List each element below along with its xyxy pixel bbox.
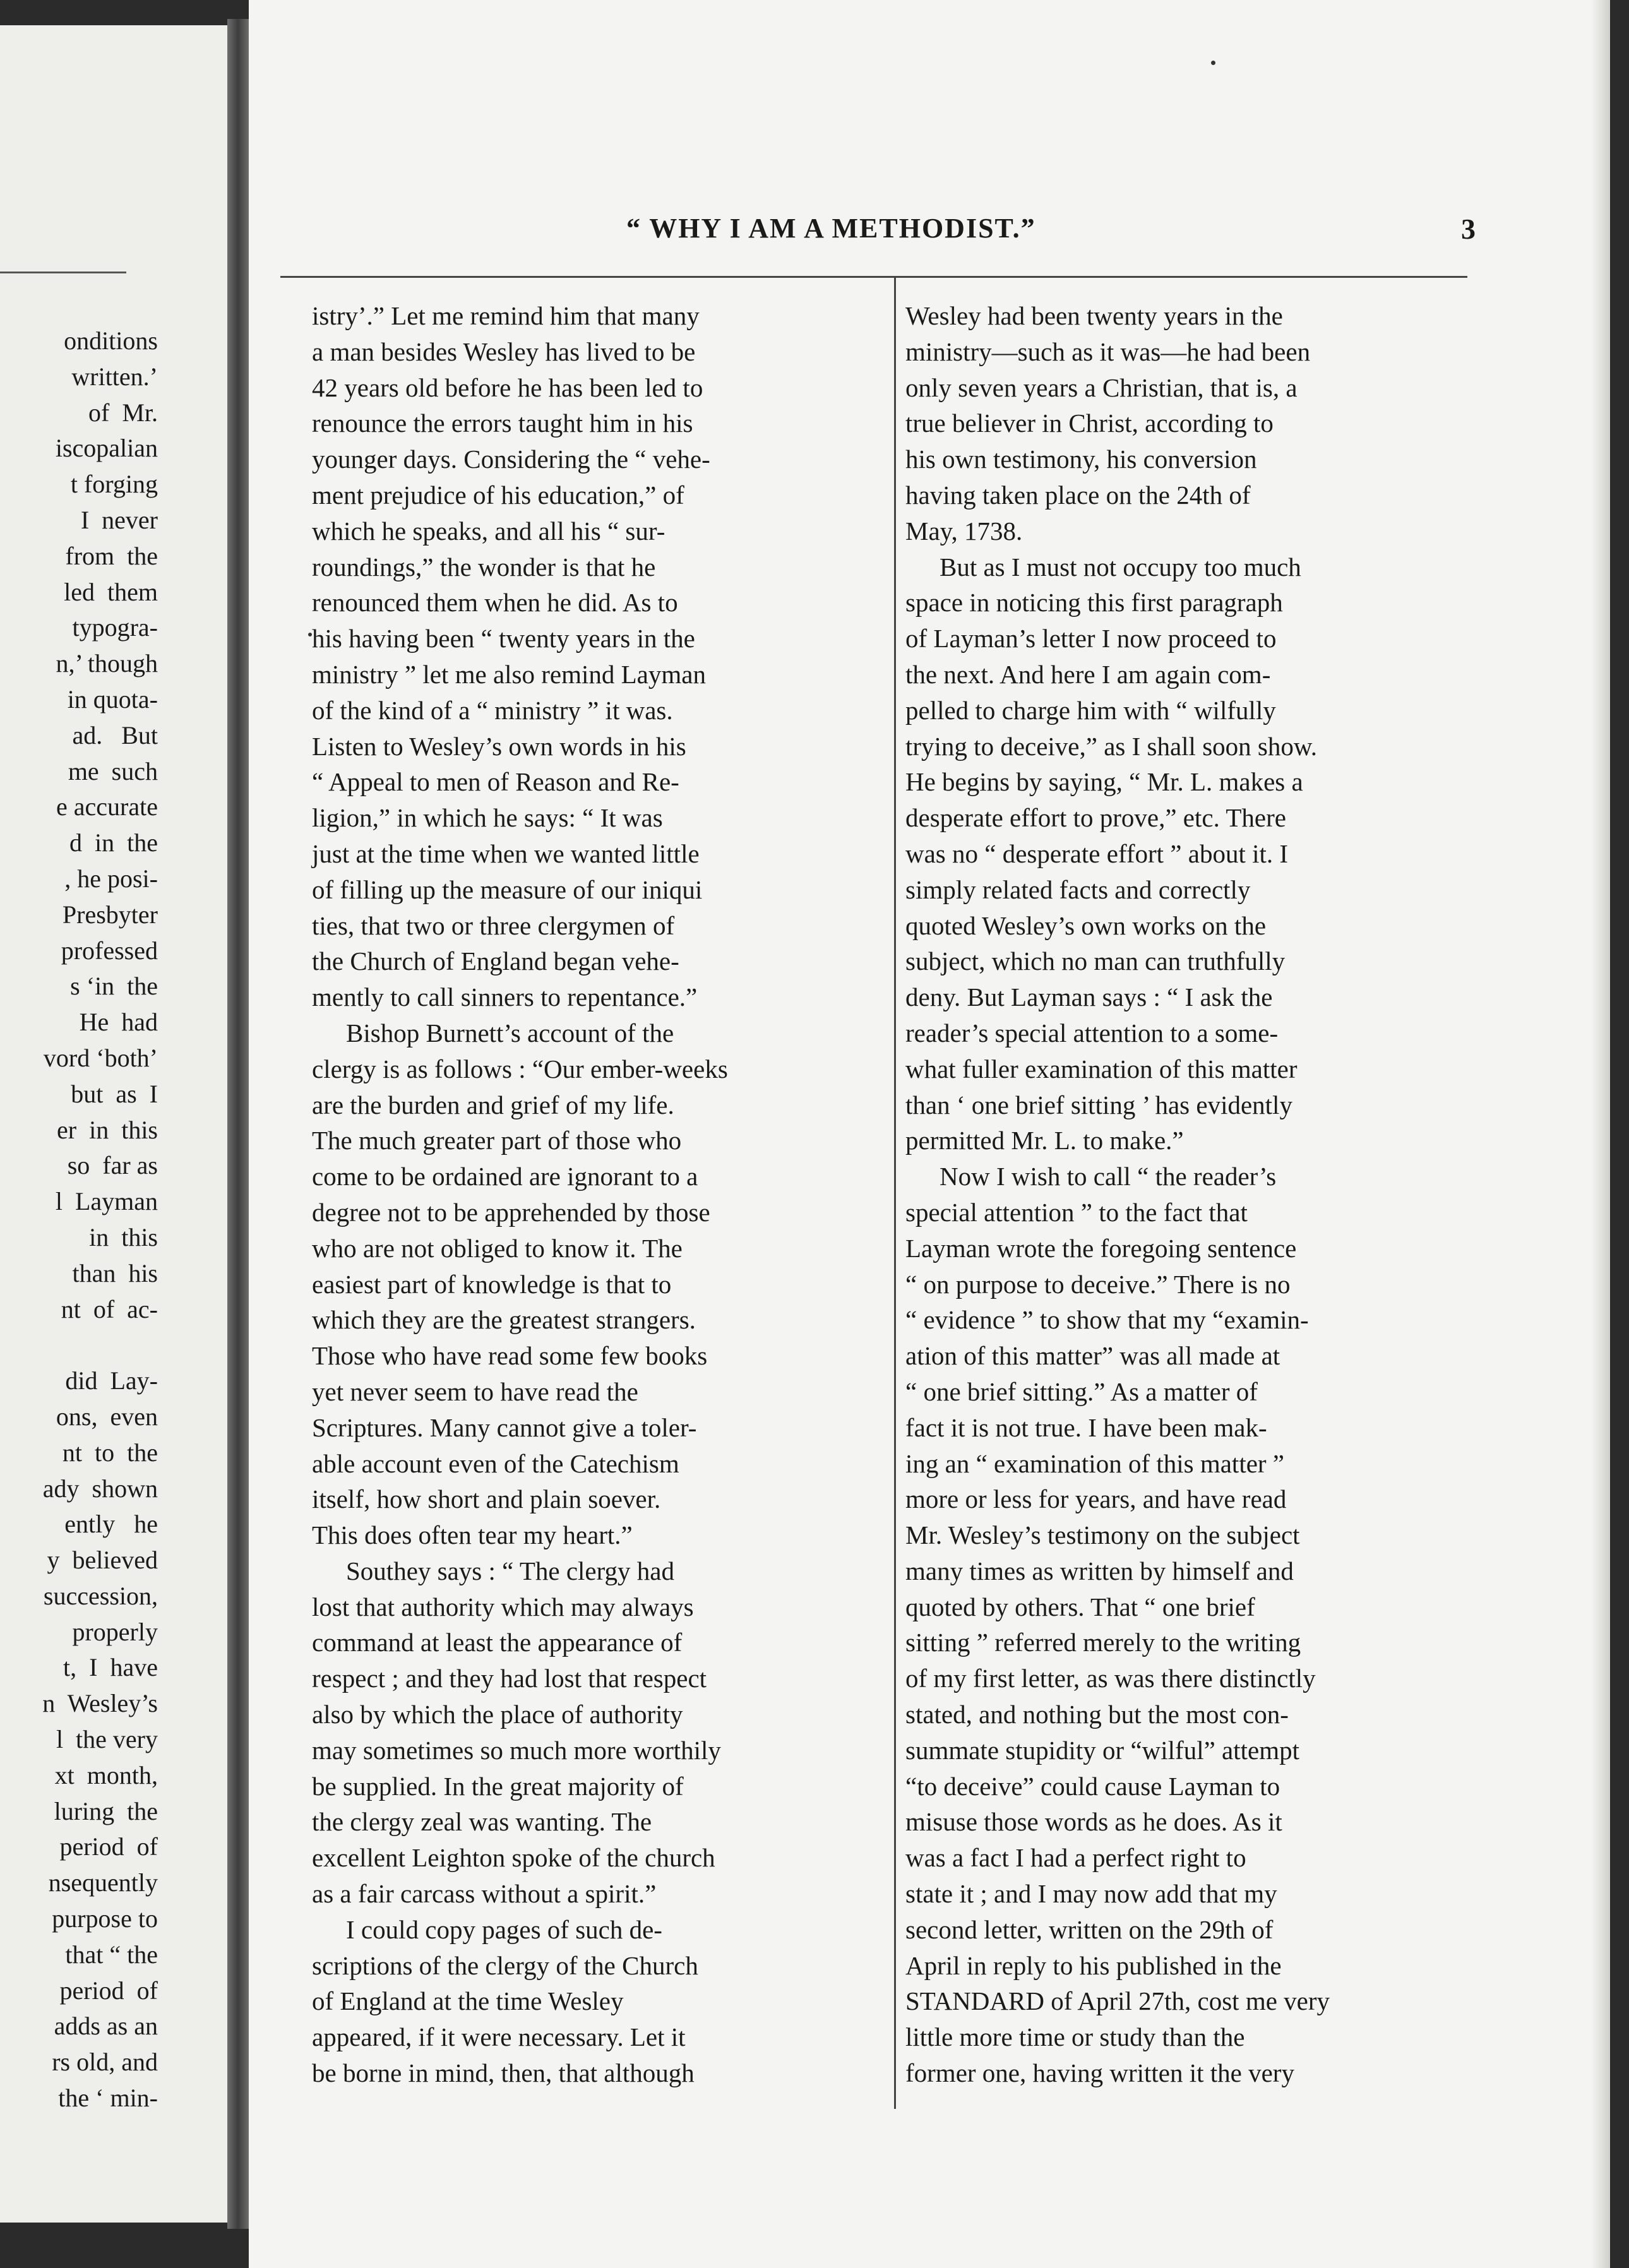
text-line: his own testimony, his conversion	[905, 445, 1257, 474]
text-line: a man besides Wesley has lived to be	[312, 337, 696, 366]
text-line: of Layman’s letter I now proceed to	[905, 624, 1277, 654]
facing-page-line: n Wesley’s	[42, 1689, 158, 1718]
text-line: the clergy zeal was wanting. The	[312, 1807, 652, 1837]
text-line: “ one brief sitting.” As a matter of	[905, 1376, 1258, 1406]
facing-page-line: from the	[65, 541, 158, 570]
text-line: the next. And here I am again com-	[905, 659, 1271, 689]
text-line: more or less for years, and have read	[905, 1484, 1287, 1514]
text-line: istry’.” Let me remind him that many	[312, 301, 700, 330]
text-line: who are not obliged to know it. The	[312, 1233, 683, 1263]
text-line: reader’s special attention to a some-	[905, 1018, 1279, 1047]
facing-page-line: e accurate	[56, 792, 158, 821]
facing-page-line: nsequently	[48, 1868, 158, 1897]
facing-page-line: ently he	[64, 1510, 158, 1539]
text-line: Those who have read some few books	[312, 1341, 708, 1371]
text-line: able account even of the Catechism	[312, 1448, 679, 1478]
facing-page-rule	[0, 272, 126, 273]
text-line: This does often tear my heart.”	[312, 1520, 633, 1550]
facing-page-line: s ‘in the	[70, 972, 158, 1001]
facing-page-line: purpose to	[52, 1904, 158, 1933]
text-line: which they are the greatest strangers.	[312, 1305, 696, 1335]
text-line: be borne in mind, then, that although	[312, 2058, 695, 2088]
facing-page-line: t, I have	[63, 1653, 158, 1682]
text-line: command at least the appearance of	[312, 1628, 683, 1657]
text-line: ation of this matter” was all made at	[905, 1341, 1280, 1371]
text-line: 42 years old before he has been led to	[312, 373, 703, 402]
text-line: having taken place on the 24th of	[905, 480, 1251, 510]
text-line: mently to call sinners to repentance.”	[312, 982, 698, 1012]
text-line: Southey says : “ The clergy had	[346, 1556, 674, 1585]
facing-page-line: did Lay-	[65, 1366, 158, 1395]
text-line: as a fair carcass without a spirit.”	[312, 1879, 657, 1909]
text-line: renounced them when he did. As to	[312, 588, 678, 618]
text-line: appeared, if it were necessary. Let it	[312, 2022, 686, 2052]
facing-page-line: period of	[59, 1976, 158, 2005]
facing-page-fragment	[0, 25, 227, 2223]
text-line: simply related facts and correctly	[905, 874, 1251, 904]
facing-page-line: in this	[89, 1222, 158, 1251]
text-line: what fuller examination of this matter	[905, 1054, 1298, 1083]
text-line: are the burden and grief of my life.	[312, 1090, 674, 1119]
text-line: deny. But Layman says : “ I ask the	[905, 982, 1273, 1012]
text-line: ties, that two or three clergymen of	[312, 910, 675, 940]
facing-page-line: that “ the	[65, 1940, 158, 1969]
middle-text-column	[312, 298, 884, 2091]
facing-page-line: ons, even	[56, 1402, 158, 1431]
facing-page-line: properly	[72, 1617, 158, 1646]
header-rule	[280, 276, 1467, 278]
text-line: I could copy pages of such de-	[346, 1914, 662, 1944]
facing-page-line: rs old, and	[52, 2048, 158, 2077]
facing-page-line	[0, 1327, 158, 1363]
facing-page-line: typogra-	[72, 613, 158, 642]
text-line: permitted Mr. L. to make.”	[905, 1126, 1184, 1155]
text-line: excellent Leighton spoke of the church	[312, 1843, 715, 1873]
facing-page-line: vord ‘both’	[43, 1043, 158, 1072]
facing-page-line: of Mr.	[88, 398, 158, 427]
text-line: also by which the place of authority	[312, 1700, 683, 1729]
facing-page-line: er in this	[57, 1115, 158, 1144]
text-line: ligion,” in which he says: “ It was	[312, 803, 663, 833]
facing-page-text-column	[0, 323, 158, 2116]
text-line: Now I wish to call “ the reader’s	[940, 1162, 1277, 1191]
text-line: clergy is as follows : “Our ember-weeks	[312, 1054, 728, 1083]
text-line: little more time or study than the	[905, 2022, 1245, 2052]
text-line: younger days. Considering the “ vehe-	[312, 445, 710, 474]
text-line: true believer in Christ, according to	[905, 409, 1274, 438]
text-line: lost that authority which may always	[312, 1592, 694, 1621]
facing-page-line: l Layman	[55, 1187, 158, 1216]
text-line: former one, having written it the very	[905, 2058, 1294, 2088]
facing-page-line: d in the	[69, 828, 158, 857]
text-line: which he speaks, and all his “ sur-	[312, 516, 665, 546]
facing-page-line: He had	[79, 1008, 158, 1037]
text-line: sitting ” referred merely to the writing	[905, 1628, 1301, 1657]
facing-page-line: written.’	[71, 362, 158, 391]
text-line: degree not to be apprehended by those	[312, 1197, 710, 1227]
facing-page-line: so far as	[67, 1151, 158, 1180]
text-line: scriptions of the clergy of the Church	[312, 1950, 698, 1980]
text-line: trying to deceive,” as I shall soon show.	[905, 731, 1318, 761]
book-gutter	[227, 19, 249, 2229]
facing-page-line: n,’ though	[56, 649, 158, 678]
text-line: Layman wrote the foregoing sentence	[905, 1233, 1297, 1263]
page-number: 3	[1461, 213, 1476, 245]
text-line: quoted by others. That “ one brief	[905, 1592, 1255, 1621]
text-line: of my first letter, as was there distinctly	[905, 1664, 1316, 1693]
text-line: state it ; and I may now add that my	[905, 1879, 1277, 1909]
text-line: may sometimes so much more worthily	[312, 1735, 721, 1765]
text-line: Listen to Wesley’s own words in his	[312, 731, 686, 761]
text-line: ministry ” let me also remind Layman	[312, 659, 706, 689]
text-line: “ Appeal to men of Reason and Re-	[312, 767, 679, 797]
facing-page-line: onditions	[64, 326, 158, 355]
text-line: space in noticing this first paragraph	[905, 588, 1283, 618]
facing-page-line: adds as an	[54, 2012, 158, 2041]
text-line: only seven years a Christian, that is, a	[905, 373, 1298, 402]
text-line: summate stupidity or “wilful” attempt	[905, 1735, 1299, 1765]
facing-page-line: period of	[59, 1832, 158, 1861]
text-line: special attention ” to the fact that	[905, 1197, 1248, 1227]
text-line: April in reply to his published in the	[905, 1950, 1282, 1980]
text-line: roundings,” the wonder is that he	[312, 552, 656, 582]
facing-page-line: ady shown	[42, 1474, 158, 1503]
text-line: was no “ desperate effort ” about it. I	[905, 839, 1289, 868]
facing-page-line: than his	[72, 1258, 158, 1287]
facing-page-line: succession,	[43, 1581, 158, 1610]
facing-page-line: in quota-	[67, 684, 158, 713]
facing-page-line: the ‘ min-	[58, 2084, 158, 2113]
column-divider	[894, 278, 896, 2109]
text-line: He begins by saying, “ Mr. L. makes a	[905, 767, 1303, 797]
text-line: of England at the time Wesley	[312, 1986, 624, 2016]
facing-page-line: professed	[61, 936, 158, 965]
text-line: his having been “ twenty years in the	[312, 624, 695, 654]
facing-page-line: I never	[80, 505, 158, 534]
text-line: Bishop Burnett’s account of the	[346, 1018, 674, 1047]
print-speck	[308, 633, 312, 636]
text-line: misuse those words as he does. As it	[905, 1807, 1282, 1837]
book-page	[249, 0, 1610, 2268]
text-line: second letter, written on the 29th of	[905, 1914, 1274, 1944]
facing-page-line: iscopalian	[55, 434, 158, 463]
text-line: was a fact I had a perfect right to	[905, 1843, 1246, 1873]
facing-page-line: me such	[68, 756, 158, 785]
facing-page-line: nt of ac-	[61, 1294, 158, 1323]
text-line: itself, how short and plain soever.	[312, 1484, 661, 1514]
text-line: ment prejudice of his education,” of	[312, 480, 684, 510]
text-line: ministry—such as it was—he had been	[905, 337, 1311, 366]
text-line: yet never seem to have read the	[312, 1376, 638, 1406]
text-line: “ on purpose to deceive.” There is no	[905, 1269, 1291, 1299]
text-line: than ‘ one brief sitting ’ has evidently	[905, 1090, 1292, 1119]
facing-page-line: xt month,	[54, 1760, 158, 1789]
text-line: many times as written by himself and	[905, 1556, 1294, 1585]
running-header: “ WHY I AM A METHODIST.”	[626, 213, 1036, 244]
text-line: STANDARD of April 27th, cost me very	[905, 1986, 1330, 2016]
text-line: Mr. Wesley’s testimony on the subject	[905, 1520, 1300, 1550]
text-line: pelled to charge him with “ wilfully	[905, 695, 1276, 725]
facing-page-line: nt to the	[62, 1438, 158, 1467]
text-line: stated, and nothing but the most con-	[905, 1700, 1289, 1729]
print-speck	[1211, 61, 1215, 65]
facing-page-line: ad. But	[72, 720, 158, 749]
text-line: easiest part of knowledge is that to	[312, 1269, 672, 1299]
text-line: fact it is not true. I have been mak-	[905, 1412, 1267, 1442]
text-line: The much greater part of those who	[312, 1126, 682, 1155]
facing-page-line: l the very	[56, 1725, 158, 1754]
text-line: May, 1738.	[905, 516, 1023, 546]
text-line: “to deceive” could cause Layman to	[905, 1771, 1280, 1801]
facing-page-line: led them	[64, 577, 158, 606]
text-line: of the kind of a “ ministry ” it was.	[312, 695, 673, 725]
text-line: just at the time when we wanted little	[312, 839, 700, 868]
facing-page-line: but as I	[71, 1079, 158, 1108]
text-line: of filling up the measure of our iniqui	[312, 874, 703, 904]
text-line: renounce the errors taught him in his	[312, 409, 693, 438]
text-line: But as I must not occupy too much	[940, 552, 1301, 582]
text-line: ing an “ examination of this matter ”	[905, 1448, 1285, 1478]
text-line: respect ; and they had lost that respect	[312, 1664, 707, 1693]
text-line: quoted Wesley’s own works on the	[905, 910, 1267, 940]
page-edge-shadow	[1591, 0, 1610, 2268]
text-line: Wesley had been twenty years in the	[905, 301, 1283, 330]
text-line: Scriptures. Many cannot give a toler-	[312, 1412, 697, 1442]
text-line: the Church of England began vehe-	[312, 946, 679, 976]
facing-page-line: luring the	[54, 1796, 158, 1825]
text-line: desperate effort to prove,” etc. There	[905, 803, 1286, 833]
facing-page-line: t forging	[70, 470, 158, 499]
text-line: come to be ordained are ignorant to a	[312, 1162, 698, 1191]
text-line: be supplied. In the great majority of	[312, 1771, 684, 1801]
text-line: subject, which no man can truthfully	[905, 946, 1286, 976]
facing-page-line: , he posi-	[64, 864, 158, 893]
facing-page-line: y believed	[47, 1546, 158, 1575]
facing-page-line: Presbyter	[62, 900, 158, 929]
right-text-column	[905, 298, 1477, 2091]
text-line: “ evidence ” to show that my “examin-	[905, 1305, 1309, 1335]
